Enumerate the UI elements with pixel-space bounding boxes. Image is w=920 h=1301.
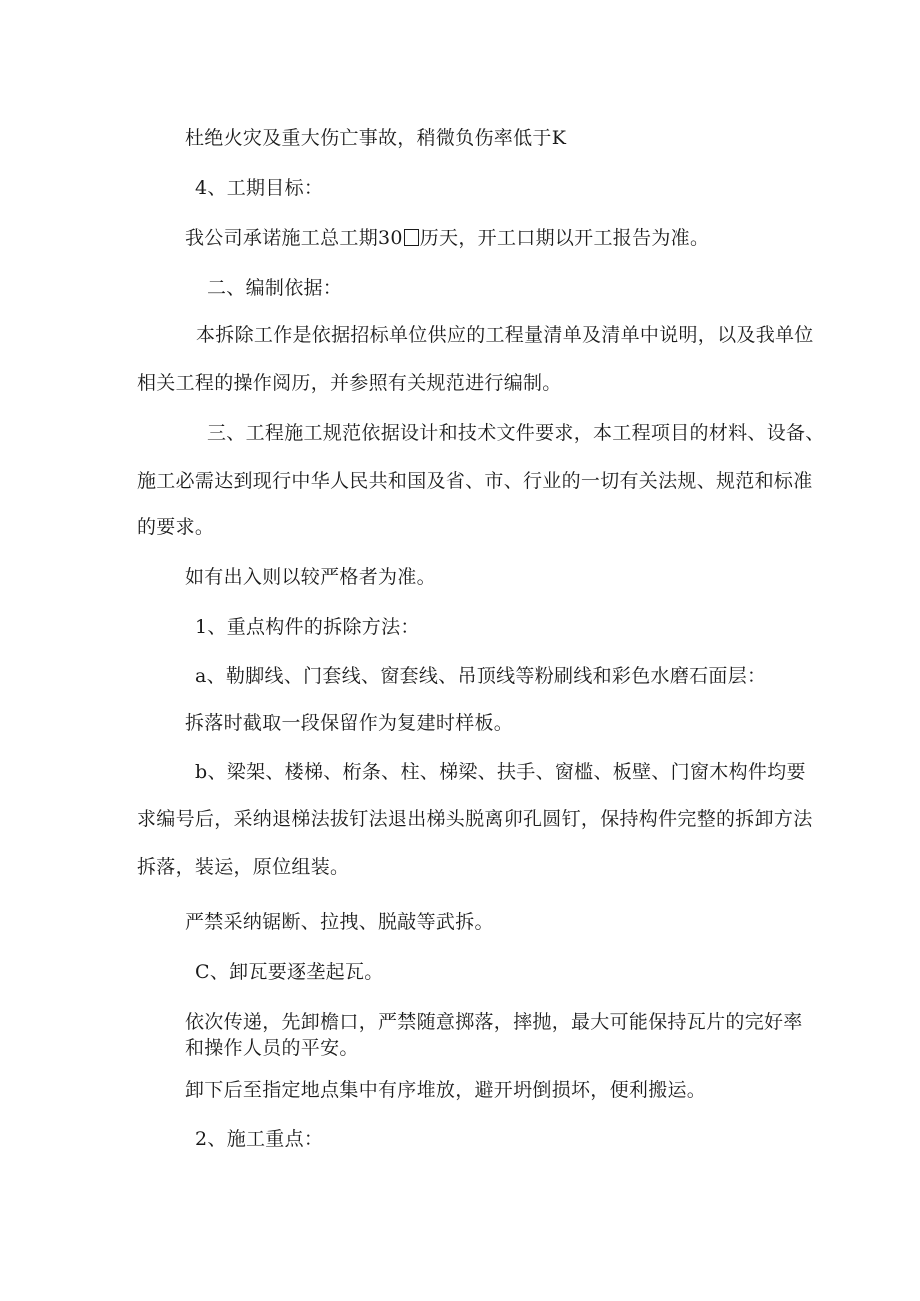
paragraph-strict-standard: 如有出入则以较严格者为准。 bbox=[185, 566, 436, 588]
paragraph-forbid: 严禁采纳锯断、拉拽、脱敲等武拆。 bbox=[185, 911, 494, 933]
missing-glyph-box bbox=[404, 229, 419, 246]
list-item-c: C、卸瓦要逐垄起瓦。 bbox=[195, 961, 384, 983]
heading-compilation-basis: 二、编制依据： bbox=[207, 277, 343, 299]
paragraph-spec-line3: 的要求。 bbox=[137, 516, 215, 538]
paragraph-item-c-line3: 卸下后至指定地点集中有序堆放，避开坍倒损坏，便利搬运。 bbox=[185, 1079, 707, 1101]
paragraph-item-c-line1: 依次传递，先卸檐口，严禁随意掷落，摔抛，最大可能保持瓦片的完好率 bbox=[185, 1011, 803, 1033]
heading-demolition-method: 1、重点构件的拆除方法： bbox=[195, 616, 420, 638]
list-item-b-line3: 拆落，装运，原位组装。 bbox=[137, 856, 350, 878]
paragraph-schedule bbox=[185, 226, 709, 250]
list-item-a: a、勒脚线、门套线、窗套线、吊顶线等粉刷线和彩色水磨石面层： bbox=[195, 665, 767, 687]
paragraph-spec-line2: 施工必需达到现行中华人民共和国及省、市、行业的一切有关法规、规范和标准 bbox=[137, 470, 813, 492]
heading-schedule-target: 4、工期目标： bbox=[195, 177, 324, 199]
paragraph-spec-line1: 三、工程施工规范依据设计和技术文件要求，本工程项目的材料、设备、 bbox=[207, 422, 825, 444]
schedule-text-end: 历天，开工口期以开工报告为准。 bbox=[419, 227, 710, 249]
paragraph-safety-target: 杜绝火灾及重大伤亡事故，稍微负伤率低于K bbox=[185, 127, 567, 149]
list-item-b: b、梁架、楼梯、桁条、柱、梯梁、扶手、窗槛、板壁、门窗木构件均要 bbox=[195, 761, 806, 783]
paragraph-basis-line1: 本拆除工作是依据招标单位供应的工程量清单及清单中说明，以及我单位 bbox=[196, 324, 814, 346]
list-item-b-line2: 求编号后，采纳退梯法拔钉法退出梯头脱离卯孔圆钉，保持构件完整的拆卸方法 bbox=[137, 808, 813, 830]
paragraph-item-a-detail: 拆落时截取一段保留作为复建时样板。 bbox=[185, 712, 514, 734]
heading-construction-key-points: 2、施工重点： bbox=[195, 1128, 324, 1150]
paragraph-item-c-line2: 和操作人员的平安。 bbox=[185, 1037, 359, 1059]
schedule-text-start: 我公司承诺施工总工期30 bbox=[185, 227, 403, 249]
paragraph-basis-line2: 相关工程的操作阅历，并参照有关规范进行编制。 bbox=[137, 372, 562, 394]
